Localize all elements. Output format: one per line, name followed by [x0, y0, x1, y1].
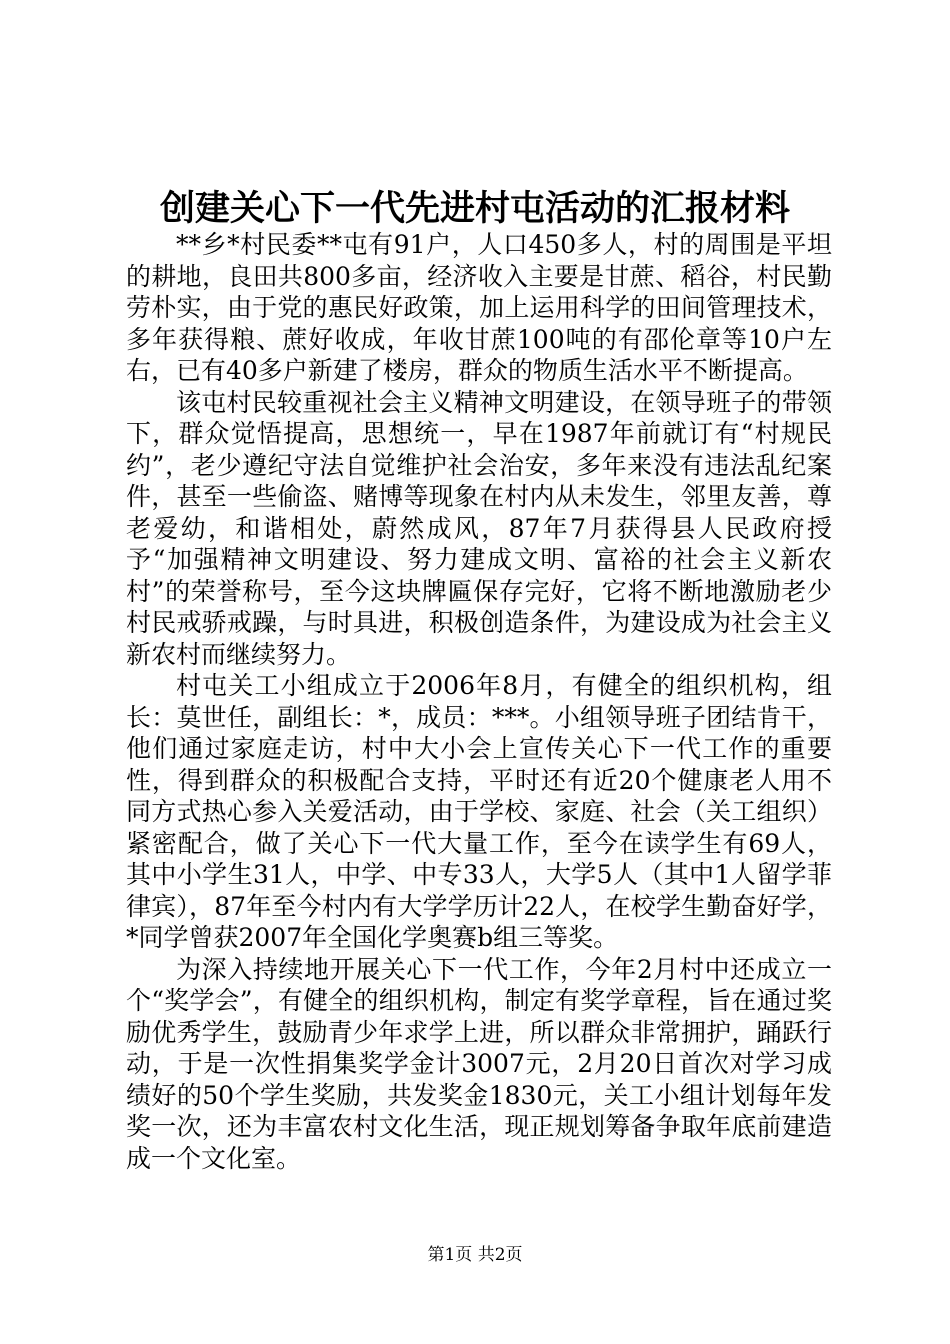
- document-body: [126, 229, 832, 1174]
- page-number-footer: 第1页 共2页: [427, 1245, 523, 1265]
- paragraph-2: 该屯村民较重视社会主义精神文明建设，在领导班子的带领下，群众觉悟提高，思想统一，早在1987年前就订有“村规民约”，老少遵纪守法自觉维护社会治安，多年来没有违法乱纪案件，甚至一些偷盗、赌博等现象在村内从未发生，邻里友善，尊老爱幼，和谐相处，蔚然成风，87年7月获得县人民政府授予“加强精神文明建设、努力建成文明、富裕的社会主义新农村”的荣誉称号，至今这块牌匾保存完好，它将不断地激励老少村民戒骄戒躁，与时具进，积极创造条件，为建设成为社会主义新农村而继续努力。: [126, 387, 832, 669]
- paragraph-3: 村屯关工小组成立于2006年8月，有健全的组织机构，组长：莫世任，副组长：*，成员：***。小组领导班子团结肯干，他们通过家庭走访，村中大小会上宣传关心下一代工作的重要性，得到群众的积极配合支持，平时还有近20个健康老人用不同方式热心参入关爱活动，由于学校、家庭、社会（关工组织）紧密配合，做了关心下一代大量工作，至今在读学生有69人，其中小学生31人，中学、中专33人，大学5人（其中1人留学菲律宾），87年至今村内有大学学历计22人，在校学生勤奋好学，*同学曾获2007年全国化学奥赛b组三等奖。: [126, 671, 832, 952]
- paragraph-4: 为深入持续地开展关心下一代工作，今年2月村中还成立一个“奖学会”，有健全的组织机构，制定有奖学章程，旨在通过奖励优秀学生，鼓励青少年求学上进，所以群众非常拥护，踊跃行动，于是一次性捐集奖学金计3007元，2月20日首次对学习成绩好的50个学生奖励，共发奖金1830元，关工小组计划每年发奖一次，还为丰富农村文化生活，现正规划筹备争取年底前建造成一个文化室。: [126, 954, 832, 1173]
- document-title: 创建关心下一代先进村屯活动的汇报材料: [159, 188, 790, 229]
- paragraph-1: **乡*村民委**屯有91户，人口450多人，村的周围是平坦的耕地，良田共800多亩，经济收入主要是甘蔗、稻谷，村民勤劳朴实，由于党的惠民好政策，加上运用科学的田间管理技术，多年获得粮、蔗好收成，年收甘蔗100吨的有邵伦章等10户左右，已有40多户新建了楼房，群众的物质生活水平不断提高。: [126, 230, 832, 385]
